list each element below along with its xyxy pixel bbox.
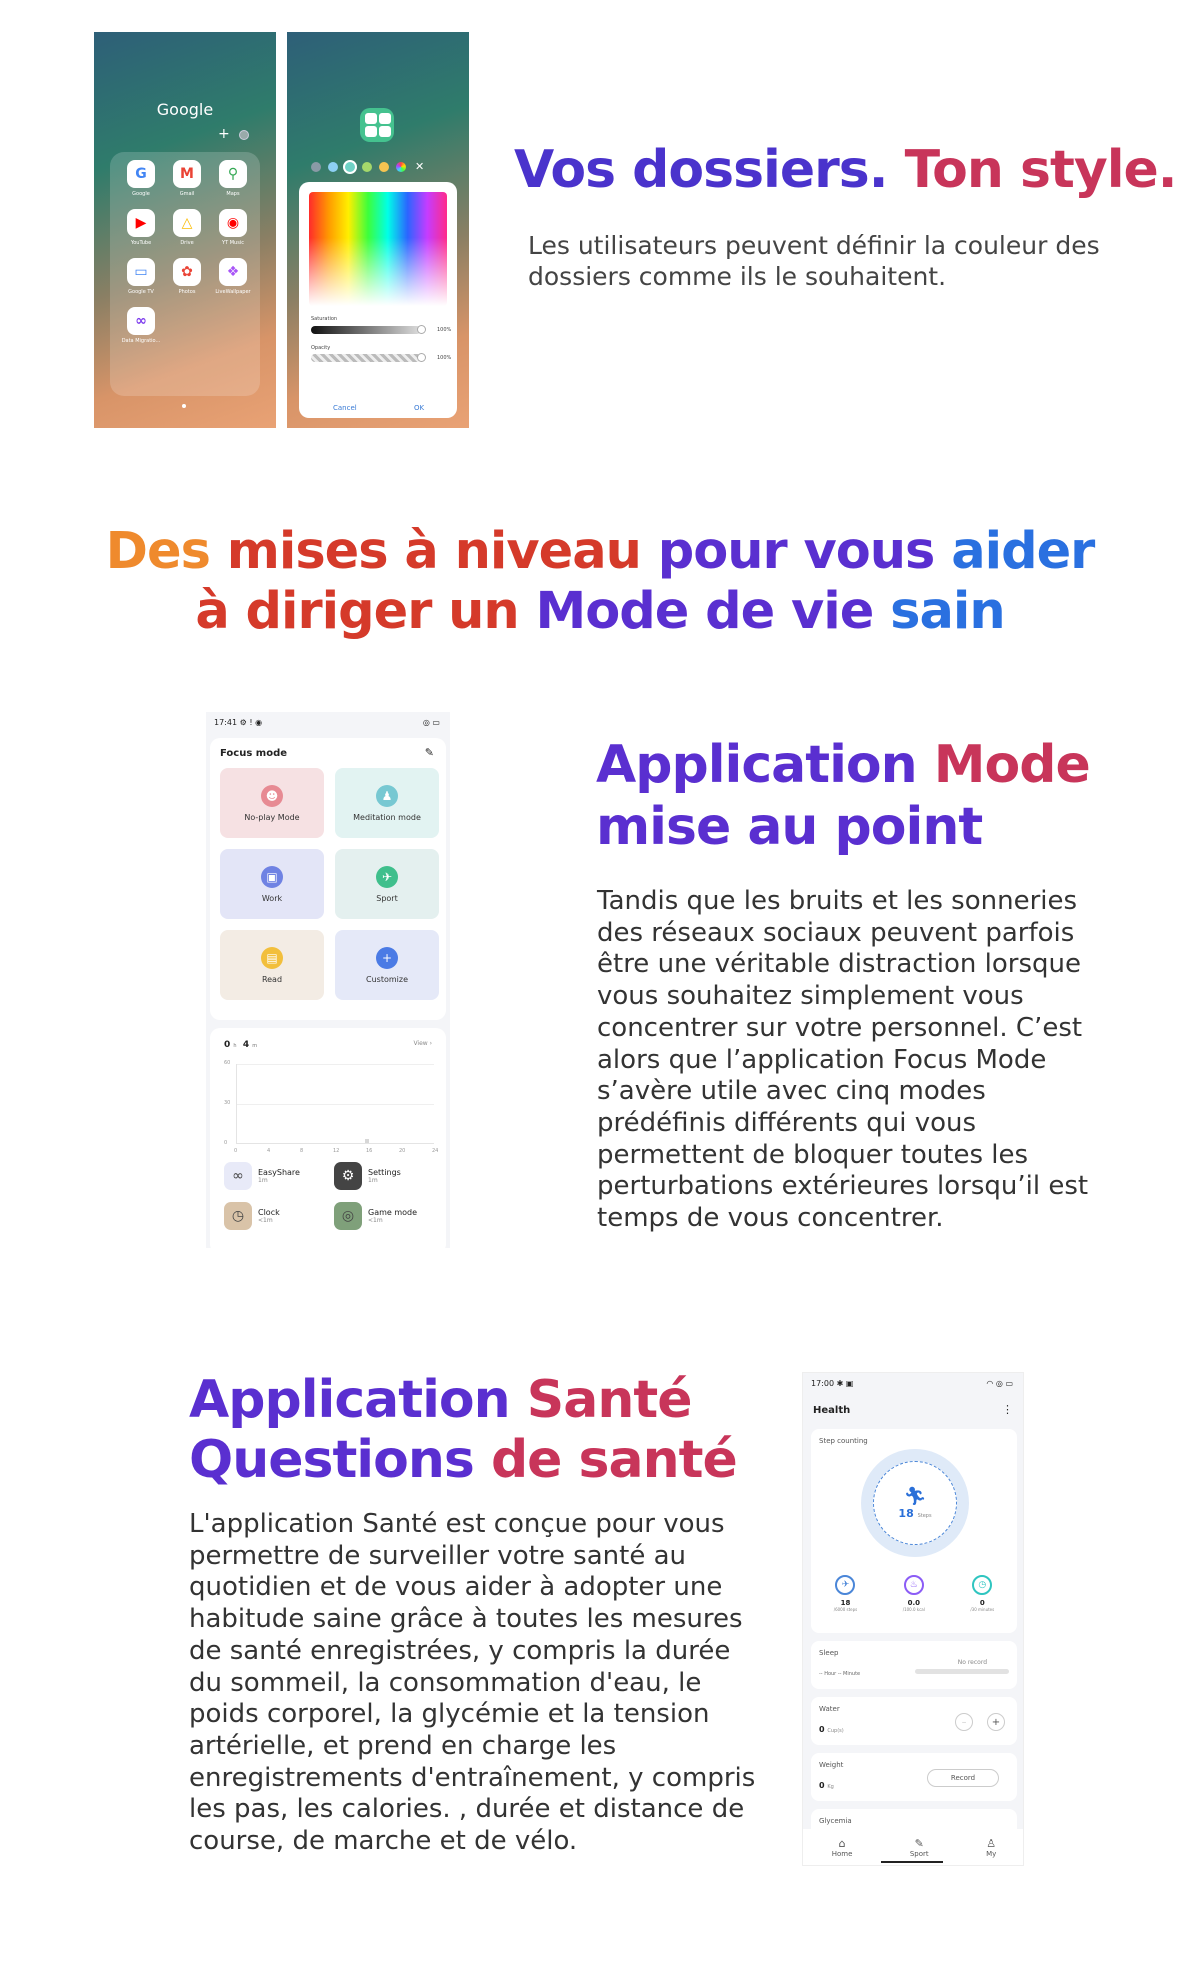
upgrades-word-5: aider	[951, 522, 1095, 581]
app-time: <1m	[368, 1217, 383, 1224]
x-tick: 12	[333, 1148, 340, 1154]
folders-heading-part2: Ton style.	[904, 140, 1177, 200]
running-icon: 🏃︎	[903, 1486, 927, 1507]
app-icon: ∞	[127, 307, 155, 335]
edit-icon[interactable]: ✎	[424, 746, 434, 759]
mode-grid	[220, 768, 439, 1000]
opacity-slider[interactable]	[311, 354, 421, 362]
app-label: Google	[132, 191, 150, 197]
step-stat	[970, 1575, 994, 1612]
sleep-record: No record	[957, 1659, 987, 1666]
tab-label: Sport	[909, 1849, 929, 1858]
folders-description: Les utilisateurs peuvent définir la couleur des dossiers comme ils le souhaitent.	[528, 231, 1100, 291]
swatch-custom[interactable]	[396, 162, 406, 172]
sleep-bar	[915, 1669, 1009, 1674]
app-label: Drive	[180, 240, 194, 246]
stat-value: 18	[840, 1599, 851, 1607]
folder-color-dot[interactable]	[239, 130, 249, 140]
focus-mode-tile[interactable]	[220, 849, 324, 919]
app-usage-list	[224, 1162, 444, 1230]
app-label: LiveWallpaper	[215, 289, 251, 295]
more-icon[interactable]: ⋮	[1002, 1403, 1013, 1416]
folder-app[interactable]	[164, 209, 210, 246]
mode-icon: ▤	[261, 947, 283, 969]
upgrades-word-4: pour vous	[657, 522, 935, 581]
app-usage-item[interactable]	[224, 1202, 334, 1230]
stat-unit: /100.0 kcal	[902, 1607, 925, 1612]
upgrades-word-3: à niveau	[404, 522, 641, 581]
app-icon: M	[173, 160, 201, 188]
usage-time: 0 h 4 m	[224, 1040, 258, 1050]
upgrades-word-8: sain	[890, 582, 1005, 641]
focus-mode-tile[interactable]	[220, 930, 324, 1000]
swatch-teal-selected[interactable]	[345, 162, 355, 172]
saturation-knob[interactable]	[417, 325, 426, 334]
folder-icon	[360, 108, 394, 142]
view-link[interactable]: View ›	[413, 1040, 432, 1047]
app-icon: G	[127, 160, 155, 188]
stat-icon: ♨	[904, 1575, 924, 1595]
app-time: <1m	[258, 1217, 273, 1224]
active-tab-indicator	[881, 1861, 943, 1863]
health-heading-b1: Santé	[526, 1370, 692, 1430]
tab-label: Home	[831, 1849, 853, 1858]
saturation-label: Saturation	[311, 316, 338, 322]
water-plus-button[interactable]: +	[987, 1713, 1005, 1731]
focus-heading-a1: Application	[596, 735, 917, 795]
step-stat	[834, 1575, 858, 1612]
app-name: Game mode	[368, 1208, 418, 1217]
app-time: 1m	[368, 1177, 378, 1184]
upgrades-word-1: Des	[105, 522, 210, 581]
saturation-slider[interactable]	[311, 326, 421, 334]
folder-app[interactable]	[118, 307, 164, 344]
app-icon: ◎	[334, 1202, 362, 1230]
swatch-green[interactable]	[362, 162, 372, 172]
mode-icon: +	[376, 947, 398, 969]
focus-description: Tandis que les bruits et les sonneries des réseaux sociaux peuvent parfois être une véritable distraction lorsque vous souhaitez simplement vous concentrer sur votre personnel. C’est alors que l’application Focus Mode s’avère utile avec cinq modes prédéfinis différents qui vous permettent de bloquer toutes les perturbations extérieures lorsqu’il est temps de vous concentrer.	[597, 886, 1089, 1234]
app-name: EasyShare	[258, 1168, 300, 1177]
app-label: Google TV	[128, 289, 154, 295]
focus-mode-tile[interactable]	[335, 930, 439, 1000]
weight-card[interactable]	[811, 1753, 1017, 1801]
y-tick-60: 60	[224, 1060, 231, 1066]
tab-home[interactable]	[832, 1837, 853, 1858]
weight-value: 0 Kg	[819, 1781, 834, 1790]
x-tick: 0	[234, 1148, 238, 1154]
tab-icon: ♙	[986, 1836, 997, 1850]
app-icon: ◉	[219, 209, 247, 237]
folder-app[interactable]	[210, 209, 256, 246]
app-label: YT Music	[222, 240, 244, 246]
saturation-value: 100%	[437, 327, 452, 333]
close-icon[interactable]: ✕	[415, 160, 425, 173]
stat-unit: /6000 steps	[833, 1607, 858, 1612]
mode-icon: ♟	[376, 785, 398, 807]
health-heading	[189, 1370, 737, 1490]
status-time: 17:00 ✱ ▣	[811, 1379, 854, 1388]
x-tick: 20	[399, 1148, 406, 1154]
mode-label: No-play Mode	[244, 812, 300, 822]
x-tick: 8	[300, 1148, 304, 1154]
app-icon: ❖	[219, 258, 247, 286]
color-picker-dialog	[299, 182, 457, 418]
folder-app[interactable]	[210, 258, 256, 295]
record-button[interactable]: Record	[927, 1769, 999, 1787]
usage-chart-card	[210, 1028, 446, 1248]
app-icon: ◷	[224, 1202, 252, 1230]
app-icon: ▶	[127, 209, 155, 237]
app-label: Maps	[226, 191, 240, 197]
folder-app-grid	[118, 160, 258, 344]
color-spectrum[interactable]	[309, 192, 447, 306]
water-label: Water	[819, 1705, 840, 1713]
health-title: Health	[813, 1405, 851, 1416]
app-usage-item[interactable]	[334, 1202, 444, 1230]
color-picker-screenshot	[287, 32, 469, 428]
cancel-button[interactable]: Cancel	[333, 404, 357, 412]
water-card[interactable]	[811, 1697, 1017, 1745]
focus-mode-tile[interactable]	[335, 768, 439, 838]
x-tick: 16	[366, 1148, 373, 1154]
folder-app[interactable]	[164, 258, 210, 295]
swatch-gray[interactable]	[311, 162, 321, 172]
page-indicator	[182, 404, 186, 408]
stat-icon: ◷	[972, 1575, 992, 1595]
bottom-tab-bar	[803, 1829, 1024, 1865]
focus-mode-screenshot	[206, 712, 450, 1248]
sleep-label: Sleep	[819, 1649, 839, 1657]
app-icon: ▭	[127, 258, 155, 286]
health-heading-b2: de santé	[490, 1430, 737, 1490]
app-icon: ✿	[173, 258, 201, 286]
x-tick: 24	[432, 1148, 439, 1154]
opacity-value: 100%	[437, 355, 452, 361]
stat-value: 0.0	[907, 1599, 920, 1607]
folder-app[interactable]	[164, 160, 210, 197]
focus-heading-b1: Mode	[933, 735, 1090, 795]
step-stats	[811, 1575, 1017, 1612]
app-label: Photos	[178, 289, 196, 295]
usage-bar	[365, 1139, 369, 1143]
upgrades-heading	[0, 522, 1200, 642]
status-time: 17:41 ⚙ ! ◉	[214, 718, 263, 727]
mode-label: Work	[261, 893, 283, 903]
focus-heading-b2: mise au point	[596, 797, 983, 857]
upgrades-word-6: à diriger un	[195, 582, 519, 641]
app-icon: ⚲	[219, 160, 247, 188]
opacity-label: Opacity	[311, 345, 331, 351]
folder-screenshot	[94, 32, 276, 428]
water-minus-button[interactable]: −	[955, 1713, 973, 1731]
tab-my[interactable]	[986, 1837, 996, 1858]
app-label: Data Migratio...	[121, 338, 161, 344]
folders-heading-part1: Vos dossiers.	[514, 140, 888, 200]
focus-mode-tile[interactable]	[220, 768, 324, 838]
app-label: Gmail	[179, 191, 195, 197]
focus-heading	[596, 734, 1090, 858]
focus-mode-title: Focus mode	[220, 748, 288, 759]
step-ring	[861, 1449, 969, 1557]
step-label: Step counting	[819, 1437, 868, 1445]
status-icons: ◎ ▭	[422, 718, 440, 727]
glycemia-label: Glycemia	[819, 1817, 852, 1825]
stat-unit: /30 minutes	[970, 1607, 995, 1612]
tab-icon: ✎	[914, 1836, 924, 1850]
mode-label: Customize	[366, 974, 408, 984]
step-card[interactable]	[811, 1429, 1017, 1633]
mode-label: Meditation mode	[353, 812, 421, 822]
water-value: 0 Cup(s)	[819, 1725, 844, 1734]
y-tick-0: 0	[224, 1140, 228, 1146]
health-heading-a2: Questions	[189, 1430, 474, 1490]
tab-icon: ⌂	[838, 1836, 846, 1850]
mode-icon: ☻	[261, 785, 283, 807]
folder-app[interactable]	[118, 209, 164, 246]
app-icon: △	[173, 209, 201, 237]
focus-mode-card	[210, 738, 446, 1020]
usage-chart-area	[236, 1064, 434, 1144]
ok-button[interactable]: OK	[414, 404, 425, 412]
folder-title: Google	[156, 100, 214, 119]
status-icons: ◠ ◎ ▭	[986, 1379, 1013, 1388]
y-tick-30: 30	[224, 1100, 231, 1106]
step-count: 18 Steps	[898, 1507, 932, 1520]
opacity-knob[interactable]	[417, 353, 426, 362]
swatch-yellow[interactable]	[379, 162, 389, 172]
app-time: 1m	[258, 1177, 268, 1184]
health-app-screenshot	[802, 1372, 1024, 1866]
folders-heading	[514, 140, 1177, 200]
upgrades-word-7: Mode de vie	[535, 582, 874, 641]
mode-label: Read	[261, 974, 283, 984]
add-icon[interactable]: +	[218, 126, 230, 142]
upgrades-word-2: mises	[226, 522, 388, 581]
mode-icon: ✈	[376, 866, 398, 888]
focus-mode-tile[interactable]	[335, 849, 439, 919]
x-tick: 4	[267, 1148, 271, 1154]
weight-label: Weight	[819, 1761, 844, 1769]
mode-label: Sport	[376, 893, 398, 903]
folder-app[interactable]	[118, 258, 164, 295]
folder-app[interactable]	[210, 160, 256, 197]
sleep-value: -- Hour -- Minute	[819, 1671, 861, 1677]
step-stat	[903, 1575, 925, 1612]
health-heading-a1: Application	[189, 1370, 510, 1430]
folder-app[interactable]	[118, 160, 164, 197]
app-icon: ∞	[224, 1162, 252, 1190]
app-icon: ⚙	[334, 1162, 362, 1190]
stat-value: 0	[979, 1599, 985, 1607]
app-name: Settings	[368, 1168, 401, 1177]
color-swatch-row	[311, 160, 424, 173]
sleep-card[interactable]	[811, 1641, 1017, 1689]
health-description: L'application Santé est conçue pour vous permettre de surveiller votre santé au quotidien et de vous aider à adopter une habitude saine grâce à toutes les mesures de santé enregistrées, y compris la durée du sommeil, la consommation d'eau, le poids corporel, la glycémie et la tension artérielle, et prend en charge les enregistrements d'entraînement, y compris les pas, les calories. , durée et distance de course, de marche et de vélo.	[189, 1509, 756, 1857]
stat-icon: ✈	[835, 1575, 855, 1595]
mode-icon: ▣	[261, 866, 283, 888]
tab-label: My	[986, 1849, 997, 1858]
app-name: Clock	[258, 1208, 280, 1217]
app-label: YouTube	[130, 240, 152, 246]
app-usage-item[interactable]	[334, 1162, 444, 1190]
swatch-blue[interactable]	[328, 162, 338, 172]
tab-sport[interactable]	[910, 1837, 929, 1858]
app-usage-item[interactable]	[224, 1162, 334, 1190]
